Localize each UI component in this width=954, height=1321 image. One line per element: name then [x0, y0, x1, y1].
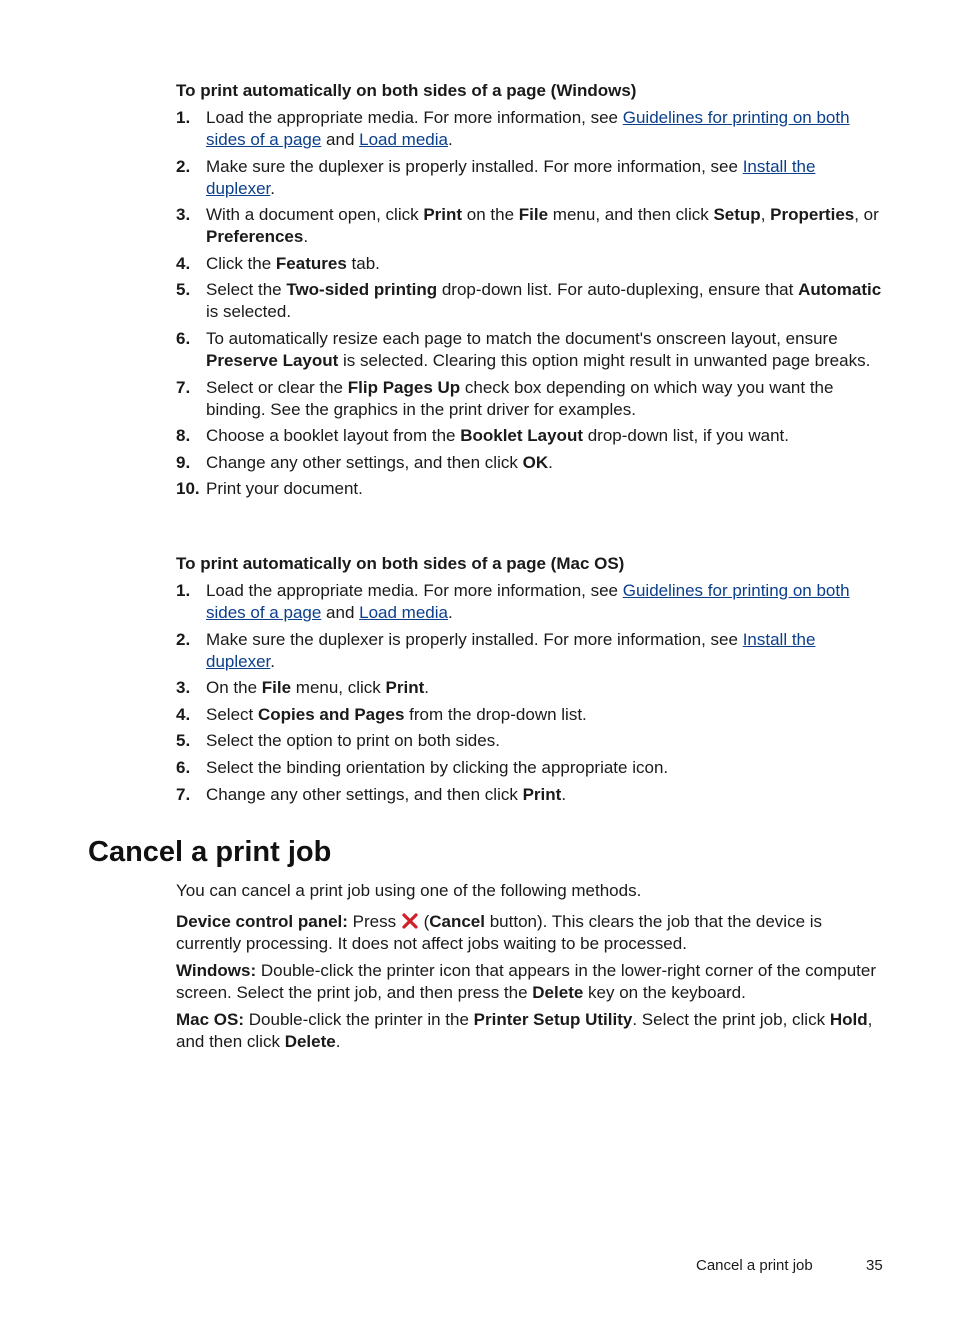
- list-item: 5. Select the option to print on both sides.: [176, 731, 500, 751]
- list-item: 6. Select the binding orientation by clicking the appropriate icon.: [176, 757, 669, 777]
- step-number: 10.: [176, 479, 200, 499]
- step-number: 2.: [176, 156, 191, 176]
- footer-section-label: Cancel a print job: [696, 1257, 813, 1274]
- mac-procedure-heading: To print automatically on both sides of a page (Mac OS): [176, 554, 625, 573]
- windows-procedure-heading: To print automatically on both sides of a page (Windows): [176, 81, 637, 100]
- step-number: 5.: [176, 731, 191, 751]
- guidelines-duplex-link[interactable]: Guidelines for printing on both sides of a page: [206, 108, 850, 149]
- step-number: 1.: [176, 108, 191, 127]
- step-number: 3.: [176, 205, 191, 225]
- list-item: 6. To automatically resize each page to match the document's onscreen layout, ensure Preserve Layout is selected. Clearing this option might result in unwanted page breaks.: [176, 328, 871, 370]
- mac-os-paragraph: Mac OS: Double-click the printer in the Printer Setup Utility. Select the print job, click Hold, and then click Delete.: [176, 1010, 873, 1051]
- footer-page-number: 35: [866, 1257, 883, 1274]
- step-number: 1.: [176, 581, 191, 600]
- list-item: 4. Click the Features tab.: [176, 253, 380, 273]
- step-number: 7.: [176, 377, 191, 397]
- windows-paragraph: Windows: Double-click the printer icon that appears in the lower-right corner of the computer screen. Select the print job, and then press the Delete key on the keyboard.: [176, 961, 876, 1002]
- list-item: 4. Select Copies and Pages from the drop-down list.: [176, 704, 587, 724]
- list-item: 5. Select the Two-sided printing drop-down list. For auto-duplexing, ensure that Automatic is selected.: [176, 280, 882, 322]
- install-duplexer-link[interactable]: Install the duplexer: [206, 629, 816, 671]
- load-media-link[interactable]: Load media: [359, 603, 448, 622]
- step-number: 6.: [176, 757, 191, 777]
- list-item: 7. Change any other settings, and then click Print.: [176, 784, 567, 804]
- install-duplexer-link[interactable]: Install the duplexer: [206, 156, 816, 198]
- list-item: 1. Load the appropriate media. For more information, see Guidelines for printing on both sides of a page and Load media.: [176, 581, 850, 622]
- cancel-x-icon: [401, 912, 419, 930]
- step-number: 2.: [176, 629, 191, 649]
- step-number: 6.: [176, 328, 191, 348]
- list-item: 2. Make sure the duplexer is properly installed. For more information, see Install the duplexer.: [176, 156, 816, 198]
- list-item: 2. Make sure the duplexer is properly installed. For more information, see Install the duplexer.: [176, 629, 816, 671]
- guidelines-duplex-link[interactable]: Guidelines for printing on both sides of a page: [206, 581, 850, 622]
- step-number: 4.: [176, 253, 191, 273]
- step-number: 7.: [176, 784, 191, 804]
- step-number: 9.: [176, 452, 191, 472]
- windows-steps-list: [176, 107, 888, 505]
- step-number: 8.: [176, 426, 191, 446]
- mac-steps-list: [176, 580, 888, 810]
- list-item: 10. Print your document.: [176, 479, 363, 499]
- list-item: 3. On the File menu, click Print.: [176, 678, 430, 698]
- load-media-link[interactable]: Load media: [359, 130, 448, 149]
- step-number: 5.: [176, 280, 191, 300]
- list-item: 8. Choose a booklet layout from the Booklet Layout drop-down list, if you want.: [176, 426, 789, 446]
- list-item: 3. With a document open, click Print on the File menu, and then click Setup, Properties, or Preferences.: [176, 205, 879, 247]
- step-number: 4.: [176, 704, 191, 724]
- list-item: 1. Load the appropriate media. For more information, see Guidelines for printing on both sides of a page and Load media.: [176, 108, 850, 149]
- list-item: 7. Select or clear the Flip Pages Up check box depending on which way you want the binding. See the graphics in the print driver for examples.: [176, 377, 834, 419]
- section-title: Cancel a print job: [88, 836, 332, 868]
- device-control-panel-paragraph: Device control panel: Press (Cancel button). This clears the job that the device is currently processing. It does not affect jobs waiting to be processed.: [176, 912, 823, 953]
- step-number: 3.: [176, 678, 191, 698]
- list-item: 9. Change any other settings, and then click OK.: [176, 452, 553, 472]
- intro-paragraph: You can cancel a print job using one of the following methods.: [176, 881, 642, 900]
